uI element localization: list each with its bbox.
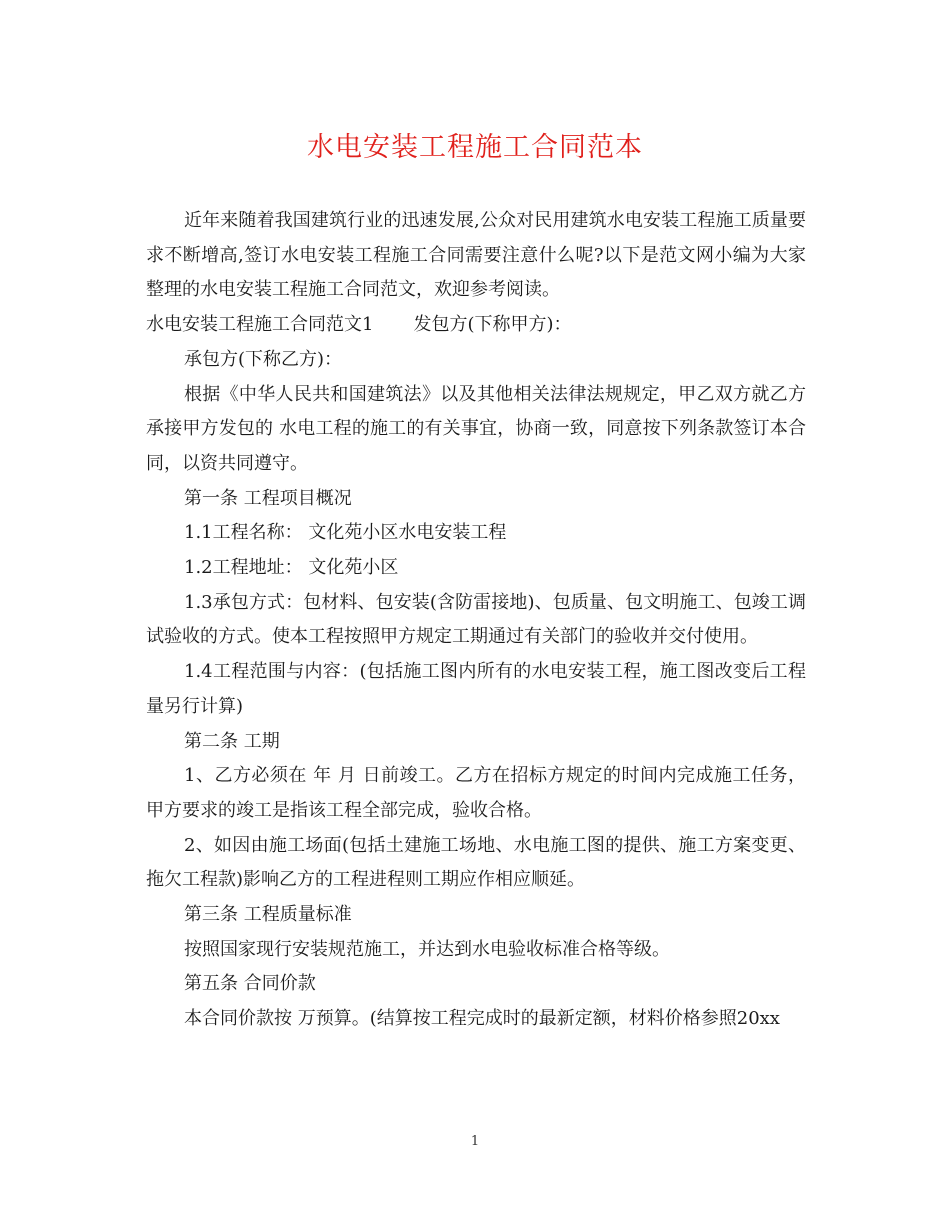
sample-heading: 水电安装工程施工合同范文1 [146,314,374,336]
article-2-heading: 第二条 工期 [184,730,280,752]
preamble-paragraph: 根据《中华人民共和国建筑法》以及其他相关法律法规规定，甲乙双方就乙方承接甲方发包的 水电工程的施工的有关事宜，协商一致，同意按下列条款签订本合同，以资共同遵守。 [146,383,806,474]
document-body [146,204,806,1037]
item-2-2: 2、如因由施工场面(包括土建施工场地、水电施工图的提供、施工方案变更、拖欠工程款)影响乙方的工程进程则工期应作相应顺延。 [146,834,806,891]
party-b-label: 承包方(下称乙方)： [184,348,343,370]
item-3-1: 按照国家现行安装规范施工，并达到水电验收标准合格等级。 [184,938,670,960]
item-1-4: 1.4工程范围与内容：(包括施工图内所有的水电安装工程，施工图改变后工程量另行计算) [146,661,806,717]
item-2-1: 1、乙方必须在 年 月 日前竣工。乙方在招标方规定的时间内完成施工任务，甲方要求的竣工是指该工程全部完成，验收合格。 [146,765,806,821]
item-1-2: 1.2工程地址： 文化苑小区 [184,557,399,579]
intro-paragraph: 近年来随着我国建筑行业的迅速发展,公众对民用建筑水电安装工程施工质量要求不断增高,签订水电安装工程施工合同需要注意什么呢?以下是范文网小编为大家整理的水电安装工程施工合同范文，欢迎参考阅读。 [146,210,806,301]
document-title: 水电安装工程施工合同范本 [307,132,643,163]
article-1-heading: 第一条 工程项目概况 [184,487,352,509]
sample-heading-line [146,308,806,343]
article-5-heading: 第五条 合同价款 [184,973,316,995]
item-1-3: 1.3承包方式：包材料、包安装(含防雷接地)、包质量、包文明施工、包竣工调试验收的方式。使本工程按照甲方规定工期通过有关部门的验收并交付使用。 [146,591,806,648]
party-a-label: 发包方(下称甲方)： [413,314,572,336]
page-number: 1 [470,1134,480,1149]
article-3-heading: 第三条 工程质量标准 [184,904,352,926]
item-1-1: 1.1工程名称： 文化苑小区水电安装工程 [184,522,507,544]
item-5-1: 本合同价款按 万预算。(结算按工程完成时的最新定额，材料价格参照20xx [184,1008,780,1030]
